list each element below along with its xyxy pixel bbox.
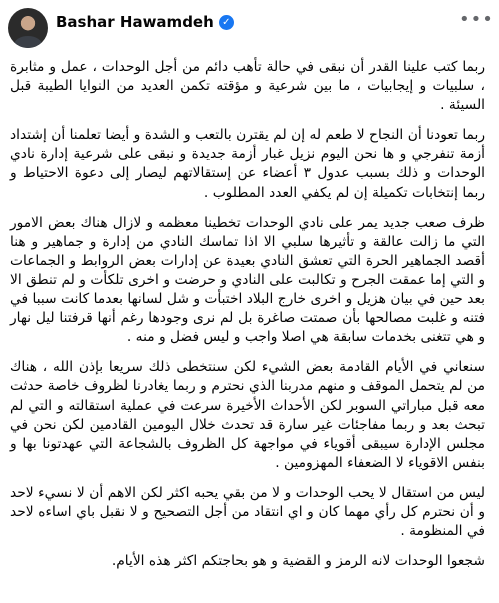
post-paragraph-3: ظرف صعب جديد يمر على نادي الوحدات تخطينا معظمه و لازال هناك بعض الامور التي ما زالت عالقة و تأثيرها سلبي الا اذا تماسك النادي من إدارة و جماهير و هنا أقصد الجماهير الحرة التي تعشق النادي بعيدة عن إدارات بعض الروابط و الجماعات و التي إما عمقت الجرح و تكالبت على النادي و حرضت و اخرى تلكأت و لم تنطق الا بعد حين في بيان هزيل و اخرى خارج البلاد اختبأت و شل لسانها بعدما كانت سببا في فتنه و غلبت مصالحها بأن صمتت صاغرة بل لم نرى وجودها رغم أنها قرفتنا ليل نهار و هي تتغنى بخدمات سابقة هي اصلا واجب و ليس فضل و منه . [10, 214, 485, 346]
author-name-row [56, 13, 234, 31]
post-paragraph-2: ربما تعودنا أن النجاح لا طعم له إن لم يقترن بالتعب و الشدة و أيضا تعلمنا أن إشتداد أزمة تنفرجي و ها نحن اليوم نزيل غبار أزمة جديدة و نبقى على شرعية إدارة نادي الوحدات و ذلك بسبب عدول ٣ أعضاء عن إستقالاتهم ليصار إلى دعوة الاحتياط و ربما إنتخابات تكميلة إن لم يكفي العدد المطلوب . [10, 127, 486, 201]
post-paragraph-4: سنعاني في الأيام القادمة بعض الشيء لكن سنتخطى ذلك سريعا بإذن الله ، هناك من لم يتحمل الموقف و منهم مدربنا الذي نحترم و ربما يغادرنا لظروف خاصة حدثت معه قبل مباراتي السوبر لكن الأحداث الأخيرة سرعت في عملية استقالته و التي لم تبحث بعد و ربما مفاجئات غير سارة قد تحدث خلال اليومين القادمين لكن نحن في مجلس الإدارة سيبقى أقوياء في مواجهة كل الظروف بالشجاعة التي عهدتونا بها و بنفس الاقوياء لا الضعفاء المهزومين . [10, 359, 485, 471]
avatar-figure [14, 36, 42, 48]
author-name[interactable]: Bashar Hawamdeh [56, 13, 214, 31]
post-paragraph-1: ربما كتب علينا القدر أن نبقى في حالة تأهب دائم من أجل الوحدات ، عمل و مثابرة ، سلبيات و إيجابيات ، ما بين شرعية و مؤقته تكمن العديد من النوايا الطيبة قبل السيئة . [10, 59, 485, 114]
ellipsis-icon[interactable]: ••• [459, 9, 494, 30]
post-text [10, 58, 485, 582]
author-avatar[interactable] [8, 8, 48, 48]
post-header [8, 6, 234, 50]
verified-check-icon: ✓ [219, 15, 234, 30]
post-paragraph-6: شجعوا الوحدات لانه الرمز و القضية و هو بحاجتكم اكثر هذه الأيام. [111, 553, 485, 570]
post-paragraph-5: ليس من استقال لا يحب الوحدات و لا من بقي يحبه اكثر لكن الاهم أن لا نسيء لاحد و أن نحترم كل رأي مهما كان و اي انتقاد من أجل التصحيح و لا نقبل باي اساءه لاحد في المنظومة . [10, 484, 485, 540]
